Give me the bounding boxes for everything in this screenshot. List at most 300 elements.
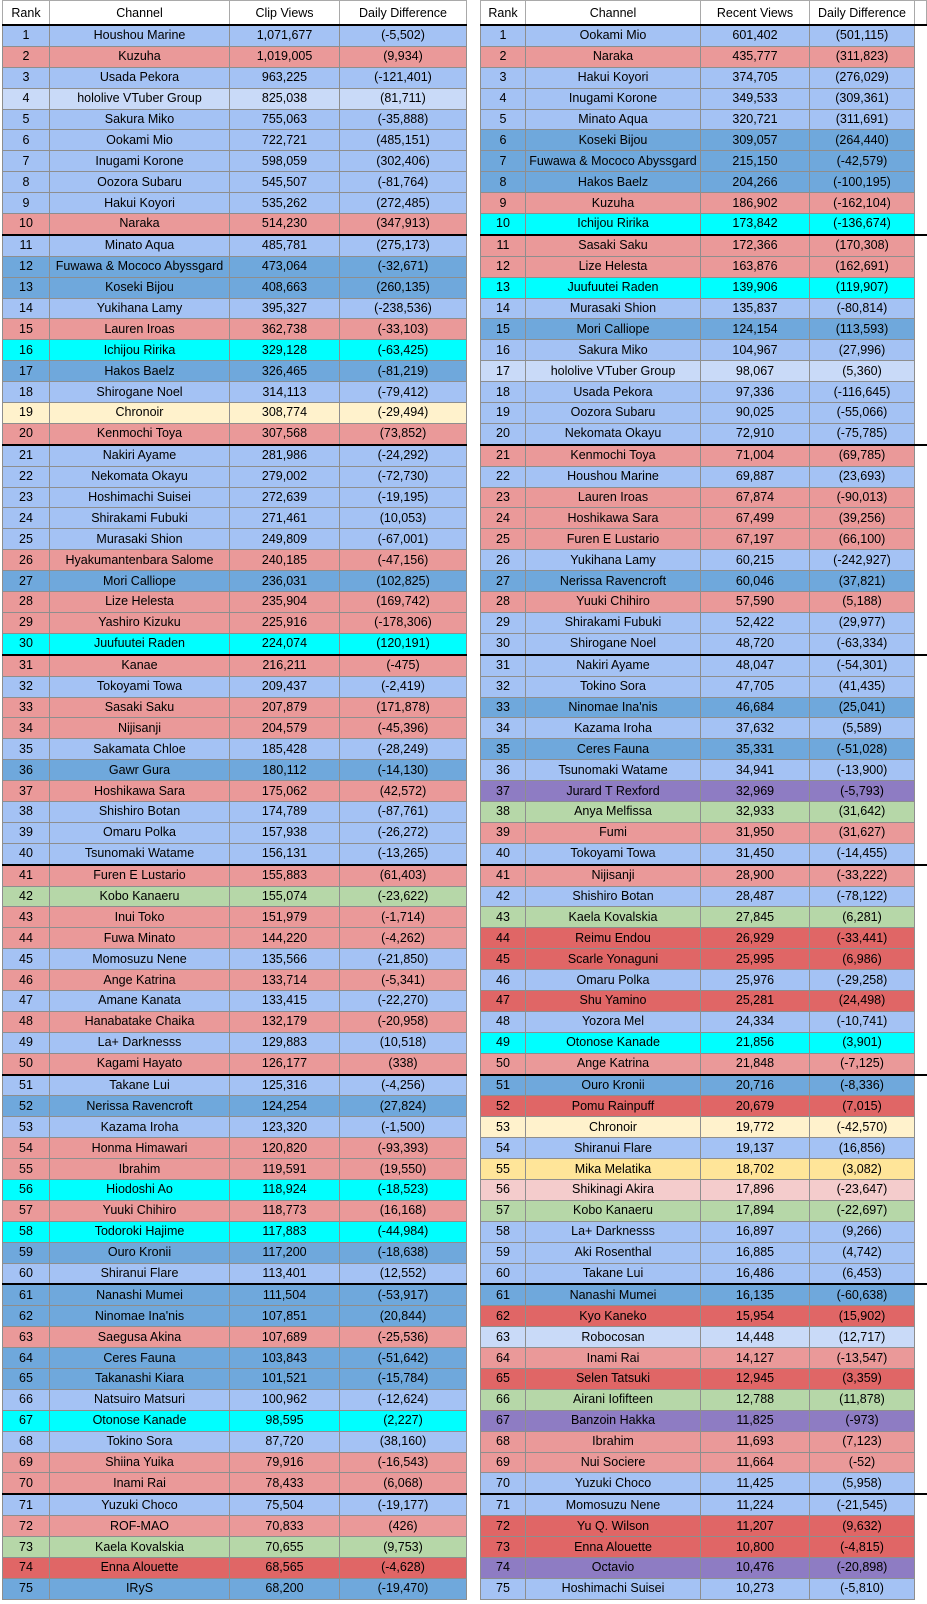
- rank-cell: 48: [481, 1011, 526, 1032]
- rank-cell: 36: [3, 760, 50, 781]
- table-row: [481, 466, 927, 487]
- rank-cell: 33: [3, 697, 50, 718]
- scrollbar-gutter-cell: [915, 571, 927, 592]
- daily-difference-cell: (42,572): [340, 781, 467, 802]
- views-cell: 101,521: [230, 1369, 340, 1390]
- channel-name-cell: Anya Melfissa: [526, 801, 701, 822]
- channel-name-cell: Ninomae Ina'nis: [50, 1306, 230, 1327]
- rank-cell: 61: [481, 1284, 526, 1305]
- table-row: [481, 1306, 927, 1327]
- views-cell: 57,590: [701, 592, 810, 613]
- channel-name-cell: Pomu Rainpuff: [526, 1096, 701, 1117]
- rank-cell: 71: [3, 1494, 50, 1515]
- channel-name-cell: Scarle Yonaguni: [526, 949, 701, 970]
- views-cell: 545,507: [230, 172, 340, 193]
- channel-name-cell: Nakiri Ayame: [526, 655, 701, 676]
- rank-cell: 17: [481, 361, 526, 382]
- rank-cell: 20: [481, 423, 526, 444]
- views-cell: 120,820: [230, 1138, 340, 1159]
- table-row: [3, 886, 467, 907]
- table-row: [481, 718, 927, 739]
- daily-difference-cell: (7,123): [810, 1431, 915, 1452]
- daily-difference-cell: (12,717): [810, 1327, 915, 1348]
- rank-cell: 49: [481, 1032, 526, 1053]
- views-cell: 67,197: [701, 529, 810, 550]
- daily-difference-cell: (-28,249): [340, 739, 467, 760]
- daily-difference-cell: (-33,222): [810, 865, 915, 886]
- views-cell: 11,693: [701, 1431, 810, 1452]
- rank-cell: 41: [3, 865, 50, 886]
- channel-name-cell: Yozora Mel: [526, 1011, 701, 1032]
- channel-name-cell: Kobo Kanaeru: [526, 1200, 701, 1221]
- table-row: [481, 382, 927, 403]
- daily-difference-cell: (41,435): [810, 676, 915, 697]
- channel-name-cell: Ouro Kronii: [50, 1242, 230, 1263]
- table-row: [481, 633, 927, 654]
- daily-difference-cell: (-1,714): [340, 907, 467, 928]
- channel-name-cell: Nijisanji: [526, 865, 701, 886]
- table-row: [3, 822, 467, 843]
- daily-difference-cell: (-8,336): [810, 1075, 915, 1096]
- channel-name-cell: Ouro Kronii: [526, 1075, 701, 1096]
- views-cell: 46,684: [701, 697, 810, 718]
- daily-difference-cell: (-13,900): [810, 760, 915, 781]
- daily-difference-cell: (-33,441): [810, 928, 915, 949]
- channel-name-cell: Kenmochi Toya: [526, 445, 701, 466]
- table-row: [481, 151, 927, 172]
- views-cell: 207,879: [230, 697, 340, 718]
- rank-cell: 17: [3, 361, 50, 382]
- channel-name-cell: Ookami Mio: [50, 130, 230, 151]
- rank-cell: 54: [481, 1138, 526, 1159]
- daily-difference-cell: (-60,638): [810, 1284, 915, 1305]
- scrollbar-gutter-cell: [915, 1306, 927, 1327]
- daily-difference-cell: (16,856): [810, 1138, 915, 1159]
- channel-name-cell: Selen Tatsuki: [526, 1369, 701, 1390]
- rank-cell: 24: [3, 508, 50, 529]
- table-row: [481, 130, 927, 151]
- daily-difference-cell: (113,593): [810, 319, 915, 340]
- views-cell: 204,266: [701, 172, 810, 193]
- table-row: [3, 1473, 467, 1494]
- views-cell: 79,916: [230, 1452, 340, 1473]
- clip-views-ranking-table: [2, 0, 467, 1600]
- views-cell: 129,883: [230, 1032, 340, 1053]
- rank-cell: 12: [481, 256, 526, 277]
- scrollbar-gutter-cell: [915, 718, 927, 739]
- daily-difference-cell: (-5,502): [340, 25, 467, 46]
- views-cell: 314,113: [230, 382, 340, 403]
- views-cell: 240,185: [230, 550, 340, 571]
- table-row: [3, 550, 467, 571]
- channel-name-cell: Houshou Marine: [50, 25, 230, 46]
- daily-difference-cell: (-63,334): [810, 633, 915, 654]
- views-cell: 155,074: [230, 886, 340, 907]
- daily-difference-cell: (5,958): [810, 1473, 915, 1494]
- views-cell: 67,874: [701, 487, 810, 508]
- views-cell: 28,487: [701, 886, 810, 907]
- table-row: [3, 1221, 467, 1242]
- rank-cell: 25: [481, 529, 526, 550]
- channel-name-cell: Shiranui Flare: [526, 1138, 701, 1159]
- rank-cell: 26: [481, 550, 526, 571]
- scrollbar-gutter-cell: [915, 822, 927, 843]
- table-row: [3, 990, 467, 1011]
- table-row: [3, 172, 467, 193]
- table-row: [3, 319, 467, 340]
- column-header-channel: Channel: [50, 1, 230, 26]
- scrollbar-gutter: [915, 1, 927, 26]
- rank-cell: 75: [481, 1578, 526, 1599]
- rank-cell: 37: [481, 781, 526, 802]
- scrollbar-gutter-cell: [915, 1452, 927, 1473]
- views-cell: 225,916: [230, 612, 340, 633]
- rank-cell: 68: [3, 1431, 50, 1452]
- views-cell: 151,979: [230, 907, 340, 928]
- views-cell: 329,128: [230, 340, 340, 361]
- scrollbar-gutter-cell: [915, 1348, 927, 1369]
- channel-name-cell: Murasaki Shion: [526, 298, 701, 319]
- views-cell: 70,655: [230, 1537, 340, 1558]
- column-header-channel: Channel: [526, 1, 701, 26]
- rank-cell: 55: [3, 1159, 50, 1180]
- table-row: [3, 1452, 467, 1473]
- channel-name-cell: Ibrahim: [50, 1159, 230, 1180]
- scrollbar-gutter-cell: [915, 739, 927, 760]
- rank-cell: 3: [481, 67, 526, 88]
- rank-cell: 58: [481, 1221, 526, 1242]
- views-cell: 320,721: [701, 109, 810, 130]
- channel-name-cell: Minato Aqua: [50, 235, 230, 256]
- table-row: [3, 1284, 467, 1305]
- daily-difference-cell: (-15,784): [340, 1369, 467, 1390]
- daily-difference-cell: (3,359): [810, 1369, 915, 1390]
- scrollbar-gutter-cell: [915, 1138, 927, 1159]
- channel-name-cell: Nerissa Ravencroft: [526, 571, 701, 592]
- channel-name-cell: Inami Rai: [526, 1348, 701, 1369]
- rank-cell: 28: [3, 592, 50, 613]
- table-row: [481, 1242, 927, 1263]
- rank-cell: 45: [3, 949, 50, 970]
- table-row: [481, 109, 927, 130]
- scrollbar-gutter-cell: [915, 1369, 927, 1390]
- table-row: [3, 466, 467, 487]
- table-row: [3, 676, 467, 697]
- channel-name-cell: Ookami Mio: [526, 25, 701, 46]
- rank-cell: 18: [3, 382, 50, 403]
- channel-name-cell: Inugami Korone: [526, 88, 701, 109]
- daily-difference-cell: (272,485): [340, 193, 467, 214]
- daily-difference-cell: (-10,741): [810, 1011, 915, 1032]
- rank-cell: 48: [3, 1011, 50, 1032]
- rank-cell: 26: [3, 550, 50, 571]
- channel-name-cell: Usada Pekora: [50, 67, 230, 88]
- table-row: [481, 550, 927, 571]
- channel-name-cell: IRyS: [50, 1578, 230, 1599]
- rank-cell: 42: [3, 886, 50, 907]
- scrollbar-gutter-cell: [915, 382, 927, 403]
- rank-cell: 64: [3, 1348, 50, 1369]
- rank-cell: 57: [481, 1200, 526, 1221]
- views-cell: 119,591: [230, 1159, 340, 1180]
- views-cell: 67,499: [701, 508, 810, 529]
- channel-name-cell: Takane Lui: [526, 1263, 701, 1284]
- daily-difference-cell: (-13,265): [340, 843, 467, 864]
- table-row: [3, 382, 467, 403]
- channel-name-cell: Sakura Miko: [526, 340, 701, 361]
- table-row: [481, 612, 927, 633]
- scrollbar-gutter-cell: [915, 760, 927, 781]
- rank-cell: 19: [3, 403, 50, 424]
- channel-name-cell: Murasaki Shion: [50, 529, 230, 550]
- views-cell: 17,896: [701, 1179, 810, 1200]
- table-row: [481, 676, 927, 697]
- channel-name-cell: Saegusa Akina: [50, 1327, 230, 1348]
- daily-difference-cell: (-42,570): [810, 1117, 915, 1138]
- views-cell: 11,224: [701, 1494, 810, 1515]
- table-row: [481, 172, 927, 193]
- channel-name-cell: Shiina Yuika: [50, 1452, 230, 1473]
- table-row: [3, 25, 467, 46]
- channel-name-cell: Hoshimachi Suisei: [526, 1578, 701, 1599]
- channel-name-cell: ROF-MAO: [50, 1516, 230, 1537]
- table-row: [481, 1494, 927, 1515]
- rank-cell: 67: [3, 1410, 50, 1431]
- views-cell: 68,200: [230, 1578, 340, 1599]
- table-row: [3, 423, 467, 444]
- scrollbar-gutter-cell: [915, 1117, 927, 1138]
- channel-name-cell: Yukihana Lamy: [526, 550, 701, 571]
- channel-name-cell: Hoshikawa Sara: [50, 781, 230, 802]
- rank-cell: 74: [481, 1558, 526, 1579]
- rank-cell: 38: [3, 801, 50, 822]
- views-cell: 118,924: [230, 1179, 340, 1200]
- table-row: [481, 1221, 927, 1242]
- daily-difference-cell: (10,518): [340, 1032, 467, 1053]
- daily-difference-cell: (276,029): [810, 67, 915, 88]
- rank-cell: 14: [481, 298, 526, 319]
- rank-cell: 46: [481, 970, 526, 991]
- channel-name-cell: Otonose Kanade: [50, 1410, 230, 1431]
- rank-cell: 31: [3, 655, 50, 676]
- table-row: [481, 67, 927, 88]
- table-row: [481, 1263, 927, 1284]
- channel-name-cell: Hakui Koyori: [50, 193, 230, 214]
- daily-difference-cell: (-42,579): [810, 151, 915, 172]
- channel-name-cell: Mika Melatika: [526, 1159, 701, 1180]
- views-cell: 16,897: [701, 1221, 810, 1242]
- daily-difference-cell: (501,115): [810, 25, 915, 46]
- table-row: [3, 88, 467, 109]
- views-cell: 24,334: [701, 1011, 810, 1032]
- rank-cell: 56: [3, 1179, 50, 1200]
- table-row: [481, 1179, 927, 1200]
- table-row: [3, 865, 467, 886]
- channel-name-cell: Yukihana Lamy: [50, 298, 230, 319]
- channel-name-cell: Yu Q. Wilson: [526, 1516, 701, 1537]
- channel-name-cell: Naraka: [50, 214, 230, 235]
- rank-cell: 41: [481, 865, 526, 886]
- rank-cell: 9: [481, 193, 526, 214]
- table-row: [3, 843, 467, 864]
- channel-name-cell: Fuwa Minato: [50, 928, 230, 949]
- rank-cell: 12: [3, 256, 50, 277]
- rank-cell: 3: [3, 67, 50, 88]
- rank-cell: 21: [481, 445, 526, 466]
- column-header-daily-difference: Daily Difference: [810, 1, 915, 26]
- scrollbar-gutter-cell: [915, 970, 927, 991]
- channel-name-cell: Inugami Korone: [50, 151, 230, 172]
- views-cell: 100,962: [230, 1389, 340, 1410]
- views-cell: 236,031: [230, 571, 340, 592]
- views-cell: 52,422: [701, 612, 810, 633]
- table-row: [481, 697, 927, 718]
- scrollbar-gutter-cell: [915, 949, 927, 970]
- scrollbar-gutter-cell: [915, 151, 927, 172]
- daily-difference-cell: (69,785): [810, 445, 915, 466]
- table-row: [3, 508, 467, 529]
- daily-difference-cell: (38,160): [340, 1431, 467, 1452]
- views-cell: 435,777: [701, 46, 810, 67]
- table-row: [3, 1117, 467, 1138]
- channel-name-cell: Banzoin Hakka: [526, 1410, 701, 1431]
- table-row: [481, 1327, 927, 1348]
- channel-name-cell: Kuzuha: [50, 46, 230, 67]
- daily-difference-cell: (5,188): [810, 592, 915, 613]
- channel-name-cell: Nekomata Okayu: [50, 466, 230, 487]
- channel-name-cell: Inami Rai: [50, 1473, 230, 1494]
- views-cell: 10,800: [701, 1537, 810, 1558]
- views-cell: 60,046: [701, 571, 810, 592]
- daily-difference-cell: (-178,306): [340, 612, 467, 633]
- views-cell: 374,705: [701, 67, 810, 88]
- rank-cell: 40: [481, 843, 526, 864]
- views-cell: 144,220: [230, 928, 340, 949]
- table-row: [3, 1263, 467, 1284]
- table-row: [3, 949, 467, 970]
- views-cell: 104,967: [701, 340, 810, 361]
- views-cell: 362,738: [230, 319, 340, 340]
- views-cell: 71,004: [701, 445, 810, 466]
- scrollbar-gutter-cell: [915, 1075, 927, 1096]
- table-row: [481, 760, 927, 781]
- daily-difference-cell: (-116,645): [810, 382, 915, 403]
- views-cell: 10,476: [701, 1558, 810, 1579]
- table-row: [481, 423, 927, 444]
- scrollbar-gutter-cell: [915, 1242, 927, 1263]
- daily-difference-cell: (120,191): [340, 633, 467, 654]
- rank-cell: 43: [481, 907, 526, 928]
- scrollbar-gutter-cell: [915, 801, 927, 822]
- channel-name-cell: Hyakumantenbara Salome: [50, 550, 230, 571]
- channel-name-cell: Juufuutei Raden: [526, 277, 701, 298]
- scrollbar-gutter-cell: [915, 1284, 927, 1305]
- channel-name-cell: Mori Calliope: [526, 319, 701, 340]
- table-row: [3, 1327, 467, 1348]
- views-cell: 35,331: [701, 739, 810, 760]
- table-row: [3, 655, 467, 676]
- daily-difference-cell: (338): [340, 1053, 467, 1074]
- table-row: [481, 319, 927, 340]
- table-row: [3, 1011, 467, 1032]
- table-row: [481, 843, 927, 864]
- scrollbar-gutter-cell: [915, 1221, 927, 1242]
- table-row: [481, 1558, 927, 1579]
- channel-name-cell: Omaru Polka: [50, 822, 230, 843]
- views-cell: 235,904: [230, 592, 340, 613]
- views-cell: 113,401: [230, 1263, 340, 1284]
- daily-difference-cell: (-54,301): [810, 655, 915, 676]
- rank-cell: 47: [3, 990, 50, 1011]
- channel-name-cell: Tokoyami Towa: [526, 843, 701, 864]
- channel-name-cell: Furen E Lustario: [526, 529, 701, 550]
- scrollbar-gutter-cell: [915, 592, 927, 613]
- channel-name-cell: Mori Calliope: [50, 571, 230, 592]
- rank-cell: 65: [3, 1369, 50, 1390]
- daily-difference-cell: (-72,730): [340, 466, 467, 487]
- scrollbar-gutter-cell: [915, 1263, 927, 1284]
- scrollbar-gutter-cell: [915, 319, 927, 340]
- rank-cell: 35: [481, 739, 526, 760]
- daily-difference-cell: (9,753): [340, 1537, 467, 1558]
- daily-difference-cell: (-80,814): [810, 298, 915, 319]
- table-row: [3, 361, 467, 382]
- views-cell: 68,565: [230, 1558, 340, 1579]
- daily-difference-cell: (-2,419): [340, 676, 467, 697]
- channel-name-cell: Yuzuki Choco: [50, 1494, 230, 1515]
- views-cell: 11,825: [701, 1410, 810, 1431]
- views-cell: 98,067: [701, 361, 810, 382]
- daily-difference-cell: (-973): [810, 1410, 915, 1431]
- views-cell: 87,720: [230, 1431, 340, 1452]
- channel-name-cell: Sasaki Saku: [50, 697, 230, 718]
- views-cell: 16,885: [701, 1242, 810, 1263]
- table-row: [481, 277, 927, 298]
- table-row: [3, 697, 467, 718]
- rank-cell: 4: [481, 88, 526, 109]
- daily-difference-cell: (-75,785): [810, 423, 915, 444]
- table-row: [3, 1032, 467, 1053]
- channel-name-cell: Fuwawa & Mococo Abyssgard: [50, 256, 230, 277]
- daily-difference-cell: (-93,393): [340, 1138, 467, 1159]
- table-row: [3, 1096, 467, 1117]
- daily-difference-cell: (302,406): [340, 151, 467, 172]
- scrollbar-gutter-cell: [915, 1096, 927, 1117]
- rank-cell: 24: [481, 508, 526, 529]
- table-row: [3, 298, 467, 319]
- daily-difference-cell: (16,168): [340, 1200, 467, 1221]
- table-row: [3, 46, 467, 67]
- daily-difference-cell: (-51,642): [340, 1348, 467, 1369]
- channel-name-cell: Naraka: [526, 46, 701, 67]
- daily-difference-cell: (-45,396): [340, 718, 467, 739]
- scrollbar-gutter-cell: [915, 109, 927, 130]
- daily-difference-cell: (-79,412): [340, 382, 467, 403]
- channel-name-cell: Lauren Iroas: [526, 487, 701, 508]
- channel-name-cell: Enna Alouette: [50, 1558, 230, 1579]
- channel-name-cell: Fuwawa & Mococo Abyssgard: [526, 151, 701, 172]
- daily-difference-cell: (309,361): [810, 88, 915, 109]
- rank-cell: 35: [3, 739, 50, 760]
- rank-cell: 40: [3, 843, 50, 864]
- table-row: [3, 1075, 467, 1096]
- daily-difference-cell: (39,256): [810, 508, 915, 529]
- daily-difference-cell: (15,902): [810, 1306, 915, 1327]
- rank-cell: 73: [481, 1537, 526, 1558]
- table-row: [3, 1558, 467, 1579]
- channel-name-cell: Shikinagi Akira: [526, 1179, 701, 1200]
- views-cell: 175,062: [230, 781, 340, 802]
